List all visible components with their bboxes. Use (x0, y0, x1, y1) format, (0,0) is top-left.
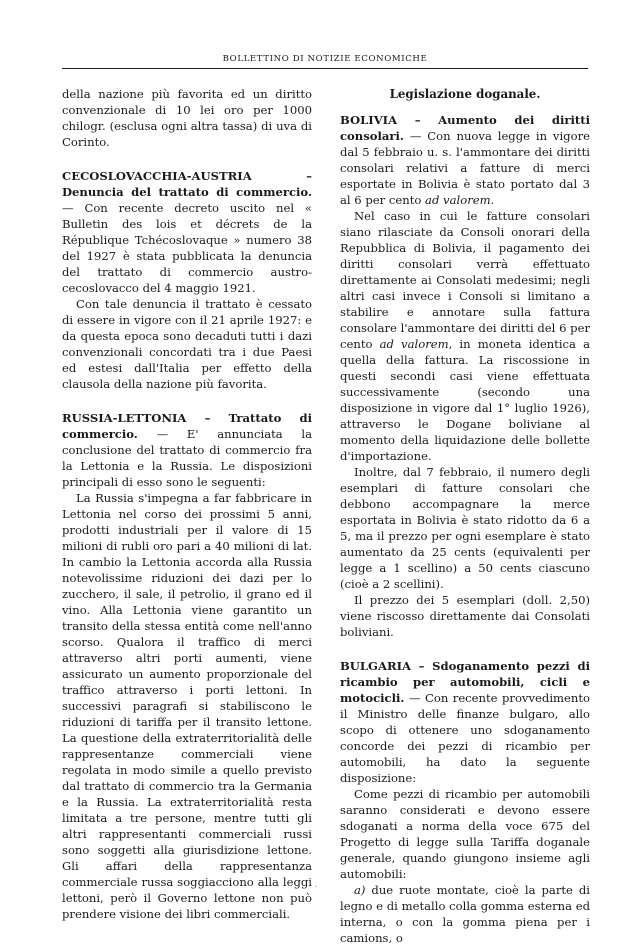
bolivia-p4: Il prezzo dei 5 esemplari (doll. 2,50) viene riscosso direttamente dai Consolati boliviani. (340, 593, 590, 639)
bulgaria-p1: — Con recente provvedimento il Ministro delle finanze bulgaro, allo scopo di ottenere uno sdoganamento concorde dei pezzi di ricambio per automobili, ha dato la seguente disposizione: (340, 691, 590, 785)
section-title: Legislazione doganale. (389, 87, 541, 101)
czech-austria-p2: Con tale denuncia il trattato è cessato di essere in vigore con il 21 aprile 1927: e da questa epoca sono decaduti tutti i dazi convenzionali concordati tra i due Paesi ed estesi dall'Italia per effetto della clausola della nazione più favorita. (62, 297, 312, 391)
bulgaria-article (340, 658, 590, 786)
bulgaria-item-a-label: a) (354, 883, 366, 897)
bolivia-p2-tail: , in moneta identica a quella della fattura. La riscossione in questi secondi casi viene effettuata successivamente (secondo una disposizione in vigore dal 1° luglio 1926), attraverso le Dogane boliviane al momento della liquidazione delle bollette d'importazione. (340, 337, 590, 463)
czech-austria-heading: CECOSLOVACCHIA-AUSTRIA – Denuncia del trattato di commercio. (62, 169, 312, 199)
header-rule (62, 68, 588, 69)
russia-latvia-p2: La Russia s'impegna a far fabbricare in Lettonia nel corso dei prossimi 5 anni, prodotti industriali per il valore di 15 milioni di rubli oro pari a 40 milioni di lat. In cambio la Lettonia accorda alla Russia notevolissime riduzioni dei dazi per lo zucchero, il sale, il petrolio, il grano ed il vino. Alla Lettonia viene garantito un transito della stessa entità come nell'anno scorso. Qualora il traffico di merci attraverso altri porti aumenti, viene assicurato un aumento proporzionale del traffico attraverso i porti lettoni. In successivi paragrafi si stabiliscono le riduzioni di tariffa per il transito lettone. La questione della extraterritorialità delle rappresentanze commerciali viene regolata in modo simile a quello previsto dal trattato di commercio tra la Germania e la Russia. La extraterritorialità resta limitata a tre persone, mentre tutti gli altri rappresentanti commerciali russi sono soggetti alla giurisdizione lettone. Gli affari della rappresentanza commerciale russa soggiacciono alla leggi lettoni, però il Governo lettone non può prendere visione dei libri commerciali. (62, 491, 312, 921)
right-column (340, 86, 590, 946)
continuation-paragraph: della nazione più favorita ed un diritto convenzionale di 10 lei oro per 1000 chilogr. (esclusa ogni altra tassa) di uva di Corinto. (62, 87, 312, 149)
bolivia-p2-lead: Nel caso in cui le fatture consolari siano rilasciate da Consoli onorari della Repubblica di Bolivia, il pagamento dei diritti consolari verrà effettuato direttamente ai Consolati medesimi; negli altri casi invece i Consoli si limitano a stabilire e annotare sulla fattura consolare l'ammontare dei diritti del 6 per cento (340, 209, 590, 351)
bolivia-ad-valorem: ad valorem. (425, 193, 495, 207)
bulgaria-p2: Come pezzi di ricambio per automobili saranno considerati e devono essere sdoganati a norma della voce 675 del Progetto di legge sulla Tariffa doganale generale, quando giungono insieme agli automobili: (340, 787, 590, 881)
czech-austria-article (62, 168, 312, 296)
left-column (62, 86, 312, 922)
bulgaria-item-a-text: due ruote montate, cioè la parte di legno e di metallo colla gomma esterna ed interna, o con la gomma piena per i camions, o (340, 883, 590, 945)
bolivia-p3: Inoltre, dal 7 febbraio, il numero degli esemplari di fatture consolari che debbono accompagnare la merce esportata in Bolivia è stato ridotto da 6 a 5, ma il prezzo per ogni esemplare è stato aumentato da 25 cents (equivalenti per legge a 1 scellino) a 50 cents ciascuno (cioè a 2 scellini). (340, 465, 590, 591)
russia-latvia-article (62, 410, 312, 490)
bolivia-p2 (340, 208, 590, 464)
russia-latvia-heading: RUSSIA-LETTONIA – Trattato di commercio. (62, 411, 312, 441)
bolivia-heading: BOLIVIA – Aumento dei diritti consolari. (340, 113, 590, 143)
czech-austria-p1: — Con recente decreto uscito nel « Bulletin des lois et décrets de la République Tchécoslovaque » numero 38 del 1927 è stata pubblicata la denuncia del trattato di commercio austro-cecoslovacco del 4 maggio 1921. (62, 201, 312, 295)
bulgaria-heading: BULGARIA – Sdoganamento pezzi di ricambio per automobili, cicli e motocicli. (340, 659, 590, 705)
footer-mark: · (315, 884, 317, 891)
bolivia-p1: — Con nuova legge in vigore dal 5 febbraio u. s. l'ammontare dei diritti consolari relativi a fatture di merci esportate in Bolivia è stato portato dal 3 al 6 per cento (340, 129, 590, 207)
bulgaria-item-a (340, 882, 590, 946)
bolivia-article (340, 112, 590, 208)
russia-latvia-p1: — E' annunciata la conclusione del trattato di commercio fra la Lettonia e la Russia. Le disposizioni principali di esso sono le seguenti: (62, 427, 313, 489)
bolivia-ad-valorem-2: ad valorem (379, 337, 449, 351)
running-head: BOLLETTINO DI NOTIZIE ECONOMICHE (222, 54, 428, 64)
